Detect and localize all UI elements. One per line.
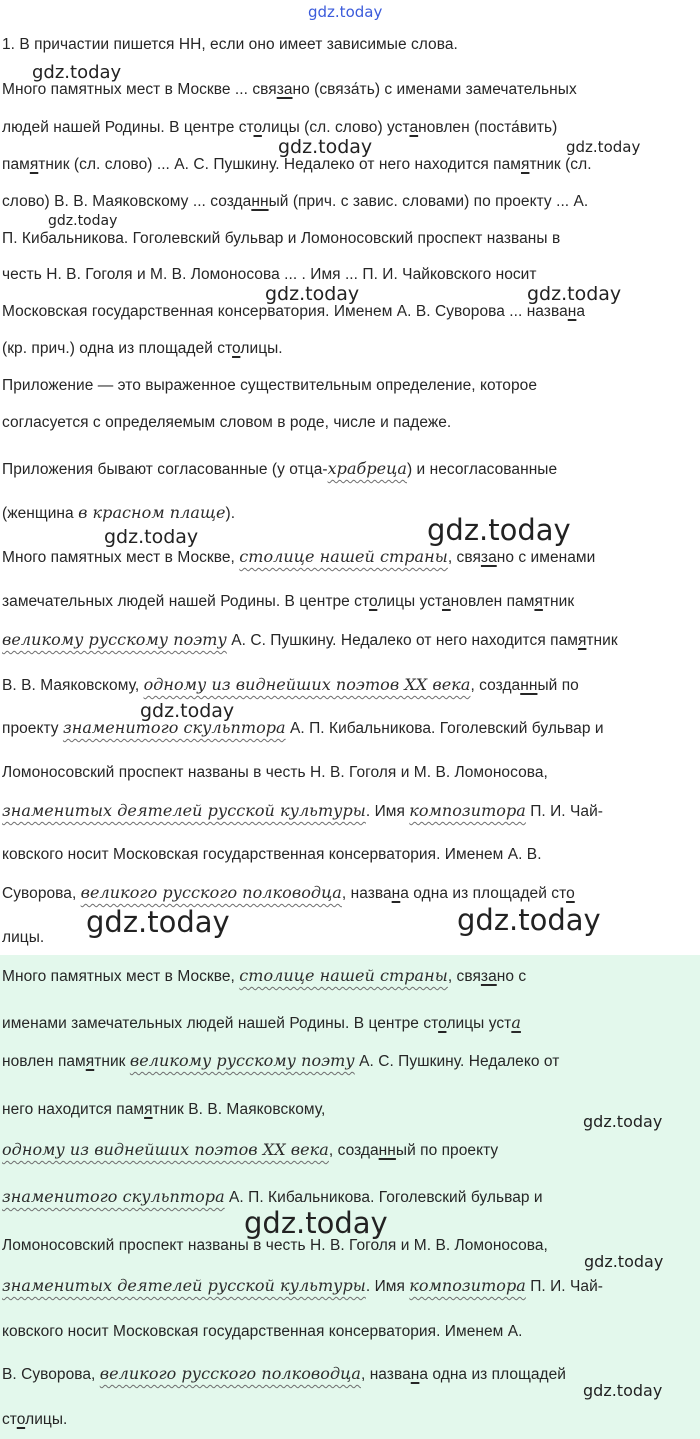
text: лицы уст (377, 593, 442, 610)
text: а (576, 303, 586, 320)
text: именами замечательных людей нашей Родины. В центре ст (2, 1015, 439, 1032)
paragraph-line: Ломоносовский проспект названы в честь Н. В. Гоголя и М. В. Ломоносова, (2, 764, 548, 781)
handwritten-appositive: композитора (409, 1276, 526, 1295)
text: тник В. В. Маяковскому, (152, 1101, 326, 1118)
text: В. В. Маяковскому, (2, 677, 144, 694)
answer-line: ковского носит Московская государственная консерватория. Именем А. (2, 1323, 523, 1340)
underlined-letter: о (253, 119, 262, 136)
answer-line (2, 966, 526, 987)
paragraph-line (2, 192, 588, 212)
text: слово) В. В. Маяковскому ... созда (2, 193, 252, 210)
text: П. И. Чай- (525, 803, 603, 820)
watermark: gdz.today (244, 1206, 388, 1240)
text: В. Суворова, (2, 1366, 100, 1383)
watermark: gdz.today (278, 136, 373, 158)
underlined-letter: н (410, 1366, 420, 1383)
text: лицы уст (446, 1015, 512, 1032)
text: а одна из площадей (419, 1366, 567, 1383)
text: тник (сл. слово) ... А. С. Пушкину. Недалеко от него находится пам (38, 156, 521, 173)
handwritten-appositive: столице нашей страны (239, 966, 448, 985)
handwritten-appositive: одному из виднейших поэтов XX века (143, 675, 471, 694)
handwritten-phrase: в красном плаще (78, 503, 226, 522)
paragraph-line (2, 592, 574, 612)
text: пам (2, 156, 30, 173)
text: (кр. прич.) одна из площадей ст (2, 340, 233, 357)
text: ый по (537, 677, 579, 694)
watermark: gdz.today (32, 62, 122, 83)
text: ст (2, 1411, 17, 1428)
underlined-letter: за (480, 968, 497, 985)
text: ый по проекту (395, 1142, 499, 1159)
answer-line (2, 1100, 325, 1120)
text: А. П. Кибальникова. Гоголевский бульвар и (224, 1189, 543, 1206)
paragraph-line (2, 718, 604, 739)
text: ). (225, 505, 236, 522)
paragraph-line (2, 80, 577, 100)
text: тник (94, 1053, 130, 1070)
text: тник (542, 593, 575, 610)
paragraph-line (2, 630, 618, 651)
watermark: gdz.today (265, 283, 360, 305)
text: лицы. (25, 1411, 68, 1428)
watermark: gdz.today (566, 138, 641, 156)
handwritten-appositive: знаменитых деятелей русской культуры (2, 801, 366, 820)
underlined-letter: я (144, 1101, 153, 1118)
paragraph-line: лицы. (2, 929, 45, 946)
underlined-letter: я (85, 1053, 95, 1070)
watermark: gdz.today (527, 283, 622, 305)
underlined-letter: за (480, 549, 497, 566)
text: людей нашей Родины. В центре ст (2, 119, 254, 136)
answer-line (2, 1410, 67, 1430)
handwritten-appositive: одному из виднейших поэтов XX века (2, 1140, 329, 1159)
underlined-letter: о (566, 885, 575, 902)
text: Много памятных мест в Москве ... свя (2, 81, 277, 98)
underlined-letter: о (368, 593, 378, 610)
watermark: gdz.today (48, 213, 118, 229)
paragraph-line (2, 547, 595, 568)
text: Приложения бывают согласованные (у отца- (2, 461, 328, 478)
text: ) и несогласованные (406, 461, 558, 478)
paragraph-line (2, 675, 579, 696)
underlined-letter: а (409, 119, 419, 136)
paragraph-line (2, 339, 283, 359)
underlined-letter: за (276, 81, 293, 98)
text: лицы. (240, 340, 283, 357)
theory-line (2, 459, 557, 480)
text: А. С. Пушкину. Недалеко от него находится пам (226, 632, 578, 649)
watermark: gdz.today (140, 700, 235, 722)
handwritten-appositive: столице нашей страны (239, 547, 448, 566)
text: новлен пам (450, 593, 535, 610)
handwritten-appositive: композитора (409, 801, 526, 820)
underlined-letter: о (438, 1015, 447, 1032)
text: него находится пам (2, 1101, 145, 1118)
text: , назва (341, 885, 392, 902)
handwritten-appositive: великого русского полководца (80, 883, 342, 902)
paragraph-line: П. Кибальникова. Гоголевский бульвар и Ломоносовский проспект названы в (2, 230, 561, 247)
underlined-letters: нн (520, 677, 538, 694)
underlined-letter: н (391, 885, 401, 902)
handwritten-appositive: храбреца (327, 459, 407, 478)
paragraph-line: ковского носит Московская государственная консерватория. Именем А. В. (2, 846, 542, 863)
handwritten-appositive: великому русскому поэту (2, 630, 227, 649)
text: но (связа́ть) с именами замечательных (292, 81, 577, 98)
answer-line (2, 1187, 543, 1208)
text: Много памятных мест в Москве, (2, 968, 240, 985)
underlined-letter: о (232, 340, 241, 357)
text: , созда (470, 677, 521, 694)
underlined-letter: о (16, 1411, 26, 1428)
answer-line (2, 1364, 566, 1385)
text: новлен пам (2, 1053, 86, 1070)
underlined-letter: я (520, 156, 530, 173)
paragraph-line (2, 118, 557, 138)
paragraph-line (2, 155, 592, 175)
handwritten-appositive: великому русскому поэту (129, 1051, 355, 1070)
underlined-letter: я (29, 156, 39, 173)
watermark: gdz.today (457, 903, 601, 937)
text: , свя (447, 549, 481, 566)
handwritten-appositive: великого русского полководца (99, 1364, 361, 1383)
paragraph-line (2, 883, 575, 904)
theory-line: Приложение — это выраженное существительным определение, которое (2, 377, 537, 394)
paragraph-line (2, 801, 603, 822)
text: Московская государственная консерватория. Именем А. В. Суворова ... назва (2, 303, 568, 320)
text: Много памятных мест в Москве, (2, 549, 240, 566)
underlined-letter: а (442, 593, 451, 610)
watermark: gdz.today (583, 1112, 663, 1131)
text: тник (586, 632, 618, 649)
watermark: gdz.today (427, 513, 571, 547)
text: проекту (2, 720, 63, 737)
text: новлен (поста́вить) (418, 119, 558, 136)
text: замечательных людей нашей Родины. В центре ст (2, 593, 369, 610)
text: тник (сл. (529, 156, 592, 173)
text: П. И. Чай- (525, 1278, 603, 1295)
answer-line (2, 1140, 498, 1161)
text: А. П. Кибальникова. Гоголевский бульвар и (285, 720, 604, 737)
text: , назва (360, 1366, 411, 1383)
theory-line (2, 503, 235, 524)
underlined-letters: нн (378, 1142, 396, 1159)
text: но с (496, 968, 527, 985)
watermark: gdz.today (308, 3, 383, 21)
answer-line (2, 1051, 559, 1072)
underlined-letter: я (534, 593, 543, 610)
handwritten-appositive: знаменитых деятелей русской культуры (2, 1276, 366, 1295)
text: , свя (447, 968, 481, 985)
rule-line (2, 35, 458, 55)
watermark: gdz.today (584, 1252, 664, 1271)
answer-line (2, 1276, 603, 1297)
answer-line: Ломоносовский проспект названы в честь Н. В. Гоголя и М. В. Ломоносова, (2, 1237, 548, 1254)
watermark: gdz.today (86, 905, 230, 939)
rule-text: 1. В причастии пишется НН, если оно имеет зависимые слова. (2, 36, 458, 53)
answer-line (2, 1013, 521, 1034)
text: А. С. Пушкину. Недалеко от (354, 1053, 560, 1070)
handwritten-appositive: знаменитого скульптора (2, 1187, 225, 1206)
paragraph-line: честь Н. В. Гоголя и М. В. Ломоносова ... . Имя ... П. И. Чайковского носит (2, 266, 537, 283)
text: . Имя (365, 1278, 410, 1295)
watermark: gdz.today (583, 1381, 663, 1400)
text: а одна из площадей ст (400, 885, 567, 902)
text: лицы (сл. слово) уст (261, 119, 410, 136)
text: Суворова, (2, 885, 81, 902)
theory-line: согласуется с определяемым словом в роде, числе и падеже. (2, 414, 452, 431)
handwritten-appositive: знаменитого скульптора (62, 718, 286, 737)
underlined-letter: а (511, 1013, 521, 1032)
text: . Имя (365, 803, 410, 820)
underlined-letters: нн (251, 193, 269, 210)
text: но с именами (496, 549, 596, 566)
text: ый (прич. с завис. словами) по проекту ... А. (268, 193, 589, 210)
text: , созда (328, 1142, 379, 1159)
underlined-letter: н (567, 303, 577, 320)
watermark: gdz.today (104, 526, 199, 548)
paragraph-line (2, 302, 585, 322)
text: (женщина (2, 505, 79, 522)
underlined-letter: я (577, 632, 587, 649)
